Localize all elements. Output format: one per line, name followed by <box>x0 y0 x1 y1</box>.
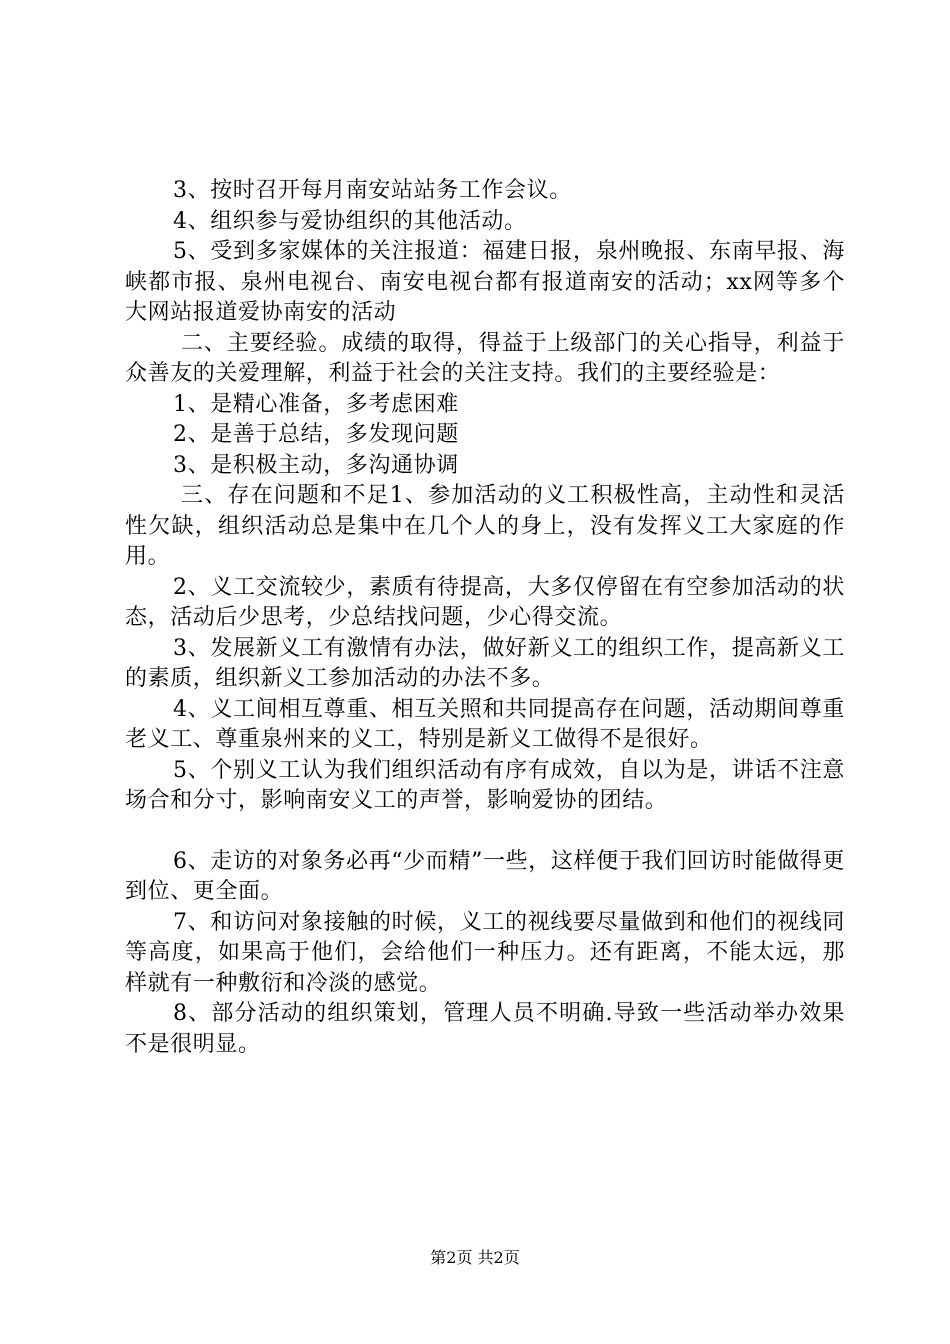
paragraph-experience-2: 2、是善于总结，多发现问题 <box>173 422 459 447</box>
paragraph-gap <box>125 817 845 847</box>
paragraph-item-5-media: 5、受到多家媒体的关注报道：福建日报，泉州晚报、东南早报、海峡都市报、泉州电视台、南安电视台都有报道南安的活动；xx网等多个大网站报道爱协南安的活动 <box>125 239 845 325</box>
paragraph-experience-3: 3、是积极主动，多沟通协调 <box>173 452 459 478</box>
page-number-footer: 第2页 共2页 <box>430 1248 520 1267</box>
paragraph-problem-2: 2、义工交流较少，素质有待提高，大多仅停留在有空参加活动的状态，活动后少思考，少总结找问题，少心得交流。 <box>125 574 845 630</box>
paragraph-problem-3: 3、发展新义工有激情有办法，做好新义工的组织工作，提高新义工的素质，组织新义工参加活动的办法不多。 <box>125 635 845 691</box>
paragraph-item-3-meeting: 3、按时召开每月南安站站务工作会议。 <box>173 178 572 203</box>
document-body <box>125 176 845 1060</box>
paragraph-section-2-experience: 二、主要经验。成绩的取得，得益于上级部门的关心指导，利益于众善友的关爱理解，利益于社会的关注支持。我们的主要经验是： <box>125 330 845 386</box>
paragraph-problem-8: 8、部分活动的组织策划，管理人员不明确.导致一些活动举办效果不是很明显。 <box>125 1001 845 1057</box>
paragraph-problem-7: 7、和访问对象接触的时候，义工的视线要尽量做到和他们的视线同等高度，如果高于他们，会给他们一种压力。还有距离，不能太远，那样就有一种敷衍和冷淡的感觉。 <box>125 909 845 996</box>
paragraph-experience-1: 1、是精心准备，多考虑困难 <box>173 391 459 417</box>
paragraph-item-4-activities: 4、组织参与爱协组织的其他活动。 <box>173 208 527 234</box>
paragraph-section-3-problems: 三、存在问题和不足1、参加活动的义工积极性高，主动性和灵活性欠缺，组织活动总是集中在几个人的身上，没有发挥义工大家庭的作用。 <box>125 483 845 569</box>
paragraph-problem-4: 4、义工间相互尊重、相互关照和共同提高存在问题，活动期间尊重老义工、尊重泉州来的义工，特别是新义工做得不是很好。 <box>125 696 845 752</box>
paragraph-problem-6: 6、走访的对象务必再“少而精”一些，这样便于我们回访时能做得更到位、更全面。 <box>125 848 845 904</box>
paragraph-problem-5: 5、个别义工认为我们组织活动有序有成效，自以为是，讲话不注意场合和分寸，影响南安义工的声誉，影响爱协的团结。 <box>125 757 845 813</box>
